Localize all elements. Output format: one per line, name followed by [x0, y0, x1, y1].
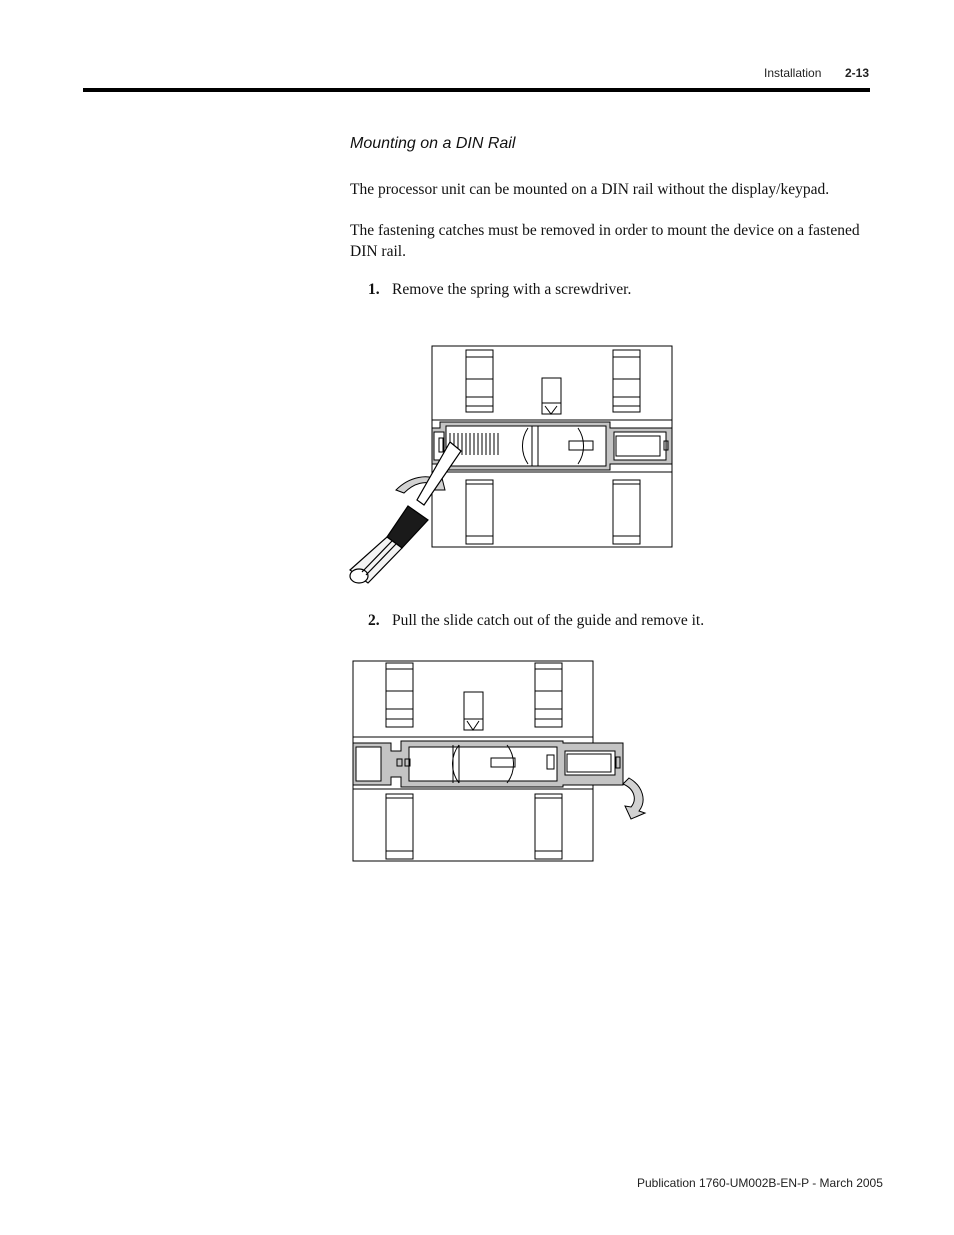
figure-remove-slide-catch [353, 661, 653, 866]
header-page-number: 2-13 [845, 66, 870, 80]
step-2 [368, 612, 704, 630]
footer-publication: Publication 1760-UM002B-EN-P - March 2005 [637, 1176, 883, 1190]
paragraph-fastening: The fastening catches must be removed in order to mount the device on a fastened DIN rail. [350, 222, 860, 260]
step-2-number: 2. [368, 612, 380, 629]
header-rule [83, 88, 870, 92]
section-title: Mounting on a DIN Rail [350, 135, 516, 152]
figure-remove-spring [340, 340, 680, 590]
step-1-number: 1. [368, 281, 380, 298]
paragraph-intro: The processor unit can be mounted on a DIN rail without the display/keypad. [350, 181, 830, 198]
header-section-title: Installation [764, 66, 822, 80]
step-1 [368, 281, 631, 299]
step-2-text: Pull the slide catch out of the guide and remove it. [392, 612, 705, 629]
step-1-text: Remove the spring with a screwdriver. [392, 281, 632, 298]
